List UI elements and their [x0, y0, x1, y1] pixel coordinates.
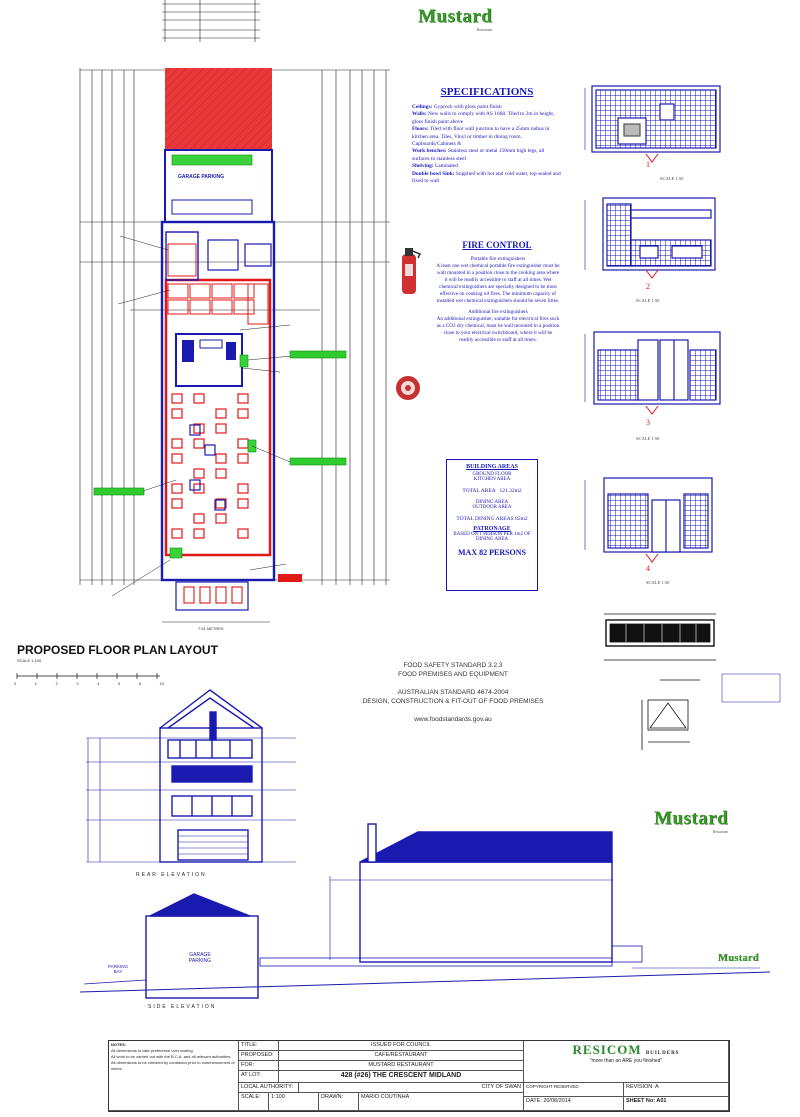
garage-elevation-label: GARAGE PARKING: [188, 952, 212, 964]
tb-scale-value: 1:100: [269, 1093, 319, 1111]
title-notes: NOTES: All dimensions to take preference over scaling. All work to be carried out with the B.C.A. and all relevant authorities. All dimensions to be checked by contractor prior to commencement of works.: [109, 1041, 239, 1111]
spec-item: Work benches: Stainless steel or metal 150mm high legs, all surfaces to stainless steel: [412, 148, 545, 162]
parking-bay-label: PARKING BAY: [108, 964, 128, 974]
top-dimension-block: [162, 0, 260, 42]
side-elevation-label: SIDE ELEVATION: [148, 1004, 217, 1010]
logo-text: Mustard: [418, 6, 493, 27]
view-1-number: 1: [646, 160, 650, 169]
patronage-title: PATRONAGE: [473, 526, 511, 532]
tb-drawn-value: MARIO COUTINHA: [359, 1093, 524, 1111]
std-link[interactable]: www.foodstandards.gov.au: [414, 716, 492, 723]
tb-revision: REVISION: A: [624, 1083, 729, 1097]
dining-table: [172, 454, 182, 463]
dining-table: [238, 394, 248, 403]
fire-alarm-icon: [396, 376, 420, 400]
floorplan-scale-bar: [17, 673, 160, 679]
dining-table: [194, 439, 204, 448]
fire-control-title: FIRE CONTROL: [462, 240, 532, 250]
patronage-text: BASED ON 1 PERSON PER 1m2 OF DINING AREA: [453, 532, 531, 542]
floor-plan-title: PROPOSED FLOOR PLAN LAYOUT: [17, 643, 218, 657]
view-1-elevation: [585, 86, 720, 152]
dining-table: [172, 394, 182, 403]
company-name: RESICOM: [572, 1042, 642, 1057]
callout-leaders: [112, 236, 292, 596]
dining-tables: [172, 394, 248, 538]
view-2-elevation: [585, 198, 715, 270]
logo-sub: Restaurant: [712, 830, 729, 834]
logo-text: Mustard: [654, 808, 729, 829]
tb-drawn-label: DRAWN:: [319, 1093, 359, 1111]
max-persons: MAX 82 PERSONS: [457, 548, 526, 557]
spec-item: Floors: Tiled with floor wall junction to have a 25mm radius in kitchen area. Tiles, Vinyl or timber in dining room. Cupboards/Cabinets &: [412, 126, 550, 148]
dining-table: [172, 499, 182, 508]
view-2-number: 2: [646, 282, 650, 291]
fire-extinguisher-icon: [402, 248, 420, 294]
tb-date: DATE: 20/08/2014: [524, 1097, 624, 1111]
dining-table: [216, 514, 226, 523]
logo-text: Mustard: [718, 952, 759, 964]
area-row: GROUND FLOOR: [472, 472, 512, 477]
width-dimension: 7.61 METRES: [198, 626, 224, 631]
spec-item: Ceilings: Gyprock with gloss paint finish: [412, 104, 502, 110]
dining-table: [238, 529, 248, 538]
dining-table: [238, 484, 248, 493]
garage-label: GARAGE PARKING: [178, 174, 225, 180]
area-row: DINING AREA: [475, 500, 509, 505]
tb-title-value: ISSUED FOR COUNCIL: [279, 1041, 524, 1051]
logo-small: [718, 952, 759, 964]
tb-lot-label: AT LOT:: [239, 1071, 279, 1083]
dining-table: [238, 409, 248, 418]
dining-table: [238, 439, 248, 448]
spec-item: Double bowl Sink: Supplied with hot and cold water, top sealed and fixed to wall: [412, 170, 561, 185]
std-line: FOOD SAFETY STANDARD 3.2.3: [403, 662, 503, 669]
logo-mid: [654, 808, 728, 834]
view-4-scale: SCALE 1:50: [646, 580, 670, 585]
title-block: [108, 1040, 730, 1112]
view-4-number: 4: [646, 564, 650, 573]
spec-item: Shelving: Laminated: [412, 163, 458, 170]
counter-detail: [604, 614, 716, 660]
area-total: TOTAL AREA 121.32m2: [462, 488, 522, 494]
tb-authority-label: LOCAL AUTHORITY:: [239, 1083, 299, 1093]
tb-lot-value: 428 (#26) THE CRESCENT MIDLAND: [279, 1071, 524, 1083]
scale-ticks: 0 1 2 3 4 5 6 10: [14, 681, 164, 686]
fire-para: A least one wet chemical portable fire extinguisher must be wall mounted in a position close to the cooking area where it will be readily accessible to staff at all times. Wet chemical extinguishers are specially designed to be most effective on cooking oil fires. The minimum capacity of installed wet chemical extinguishers should be seven litres.: [436, 263, 560, 304]
company-sub: BUILDERS: [645, 1051, 680, 1056]
dining-blue-tables: [190, 425, 225, 510]
std-line: AUSTRALIAN STANDARD 4674-2004: [397, 689, 509, 696]
fire-control-text: [436, 256, 560, 344]
dining-table: [238, 499, 248, 508]
tb-for-value: MUSTARD RESTAURANT: [279, 1061, 524, 1071]
view-3-number: 3: [646, 418, 650, 427]
tb-sheet: SHEET No: A01: [624, 1097, 729, 1111]
view-3-elevation: [585, 332, 720, 404]
view-3-scale: SCALE 1:50: [636, 436, 660, 441]
tb-proposed-label: PROPOSED:: [239, 1051, 279, 1061]
side-elevation: [80, 824, 770, 998]
dining-table: [216, 454, 226, 463]
specifications-title: SPECIFICATIONS: [440, 86, 534, 98]
spec-item: Walls: New walls to comply with AS 1668. Tiled to 2m in height, gloss finish paint above: [412, 111, 555, 125]
triangle-detail: [642, 680, 700, 750]
dining-table: [172, 529, 182, 538]
std-line: DESIGN, CONSTRUCTION & FIT-OUT OF FOOD PREMISES: [362, 698, 544, 705]
company-tag: "more than an ARE you finished": [589, 1058, 663, 1064]
dining-table: [194, 484, 204, 493]
building-areas-title: BUILDING AREAS: [466, 464, 518, 470]
dining-table: [172, 484, 182, 493]
floor-plan-scale: SCALE 1:100: [17, 658, 42, 663]
fire-para: An additional extinguisher, suitable for electrical fires such as a CO2 dry chemical, must be wall mounted in a position close to your electrical switchboard, where it will be readily accessible to staff at all times.: [436, 316, 560, 343]
std-line: FOOD PREMISES AND EQUIPMENT: [398, 671, 508, 678]
dining-table: [194, 514, 204, 523]
area-row: KITCHEN AREA: [473, 477, 511, 482]
logo-sub: Restaurant: [476, 28, 493, 32]
fire-para: Portable fire extinguishers: [470, 256, 526, 262]
building-areas-box: [446, 459, 538, 591]
area-dining: TOTAL DINING AREAS 82m2: [456, 516, 528, 522]
area-row: OUTDOOR AREA: [472, 505, 512, 510]
amenity-grid: [168, 284, 268, 324]
tb-title-label: TITLE:: [239, 1041, 279, 1051]
fire-para: Additional fire extinguishers: [468, 309, 528, 315]
tb-copyright: COPYRIGHT RESERVED: [524, 1083, 624, 1097]
view-2-scale: SCALE 1:50: [636, 298, 660, 303]
dining-table: [194, 394, 204, 403]
dining-table: [216, 409, 226, 418]
standards-block: [338, 661, 568, 724]
company-logo: [524, 1041, 729, 1083]
dining-table: [172, 439, 182, 448]
dining-table: [194, 529, 204, 538]
rear-elevation-label: REAR ELEVATION: [136, 872, 207, 878]
tb-scale-label: SCALE:: [239, 1093, 269, 1111]
specifications-list: [412, 104, 562, 185]
dining-table: [216, 424, 226, 433]
tb-for-label: FOR:: [239, 1061, 279, 1071]
dining-table: [216, 469, 226, 478]
dining-table: [194, 469, 204, 478]
view-1-scale: SCALE 1:50: [660, 176, 684, 181]
outdoor-area: [176, 582, 248, 610]
tb-authority-value: CITY OF SWAN: [299, 1083, 524, 1093]
tb-proposed-value: CAFE/RESTAURANT: [279, 1051, 524, 1061]
rear-elevation: [86, 690, 296, 862]
dining-table: [172, 409, 182, 418]
view-4-elevation: [585, 478, 712, 552]
dining-table: [238, 454, 248, 463]
